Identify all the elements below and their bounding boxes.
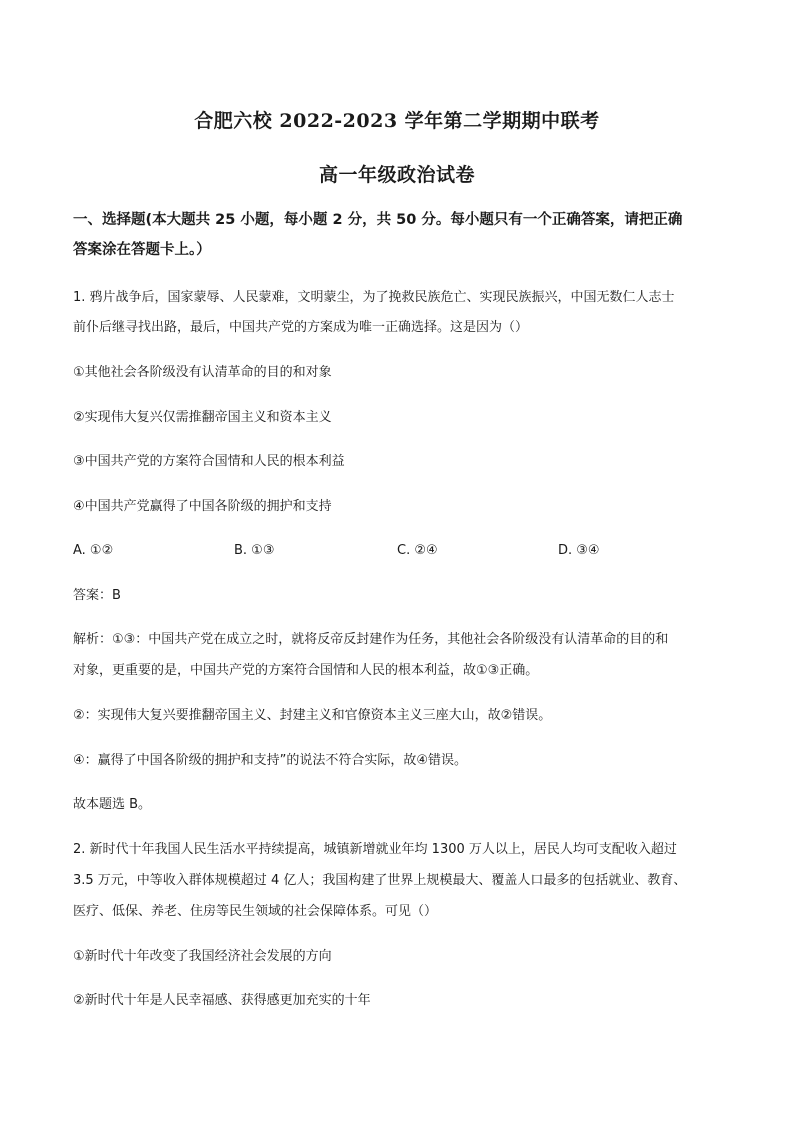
q1-option-d: D. ③④ bbox=[558, 543, 600, 558]
q1-item-1: ①其他社会各阶级没有认清革命的目的和对象 bbox=[73, 365, 332, 380]
section-instructions bbox=[73, 205, 725, 265]
q1-option-b: B. ①③ bbox=[234, 543, 275, 558]
q1-option-c: C. ②④ bbox=[397, 543, 438, 558]
exam-subtitle: 高一年级政治试卷 bbox=[318, 164, 475, 186]
q1-stem-line2: 前仆后继寻找出路，最后，中国共产党的方案成为唯一正确选择。这是因为（） bbox=[73, 320, 529, 335]
q1-conclusion: 故本题选 B。 bbox=[73, 797, 152, 812]
q1-option-a: A. ①② bbox=[73, 543, 114, 558]
section-instructions-line1: 一、选择题(本大题共 25 小题，每小题 2 分，共 50 分。每小题只有一个正确答案，请把正确 bbox=[73, 212, 683, 228]
q1-analysis-line3: ②：实现伟大复兴要推翻帝国主义、封建主义和官僚资本主义三座大山，故②错误。 bbox=[73, 708, 552, 723]
q2-stem-line2: 3.5 万元，中等收入群体规模超过 4 亿人；我国构建了世界上规模最大、覆盖人口最多的包括就业、教育、 bbox=[73, 873, 687, 888]
q1-analysis-line2: 对象，更重要的是，中国共产党的方案符合国情和人民的根本利益，故①③正确。 bbox=[73, 663, 539, 678]
q1-item-2: ②实现伟大复兴仅需推翻帝国主义和资本主义 bbox=[73, 410, 332, 425]
q1-answer: 答案：B bbox=[73, 588, 121, 603]
q2-stem-line3: 医疗、低保、养老、住房等民生领域的社会保障体系。可见（） bbox=[73, 904, 438, 919]
q1-item-3: ③中国共产党的方案符合国情和人民的根本利益 bbox=[73, 454, 345, 469]
exam-title: 合肥六校 2022-2023 学年第二学期期中联考 bbox=[194, 110, 600, 132]
q2-item-1: ①新时代十年改变了我国经济社会发展的方向 bbox=[73, 949, 332, 964]
q1-stem-line1: 1. 鸦片战争后，国家蒙辱、人民蒙难，文明蒙尘，为了挽救民族危亡、实现民族振兴，中国无数仁人志士 bbox=[73, 290, 675, 305]
q1-analysis-line1: 解析：①③：中国共产党在成立之时，就将反帝反封建作为任务，其他社会各阶级没有认清革命的目的和 bbox=[73, 632, 669, 647]
q1-analysis-line4: ④：赢得了中国各阶级的拥护和支持”的说法不符合实际，故④错误。 bbox=[73, 753, 468, 768]
q2-stem-line1: 2. 新时代十年我国人民生活水平持续提高，城镇新增就业年均 1300 万人以上，居民人均可支配收入超过 bbox=[73, 842, 677, 857]
q2-item-2: ②新时代十年是人民幸福感、获得感更加充实的十年 bbox=[73, 993, 371, 1008]
section-instructions-line2: 答案涂在答题卡上。） bbox=[73, 242, 211, 258]
q1-item-4: ④中国共产党赢得了中国各阶级的拥护和支持 bbox=[73, 499, 332, 514]
